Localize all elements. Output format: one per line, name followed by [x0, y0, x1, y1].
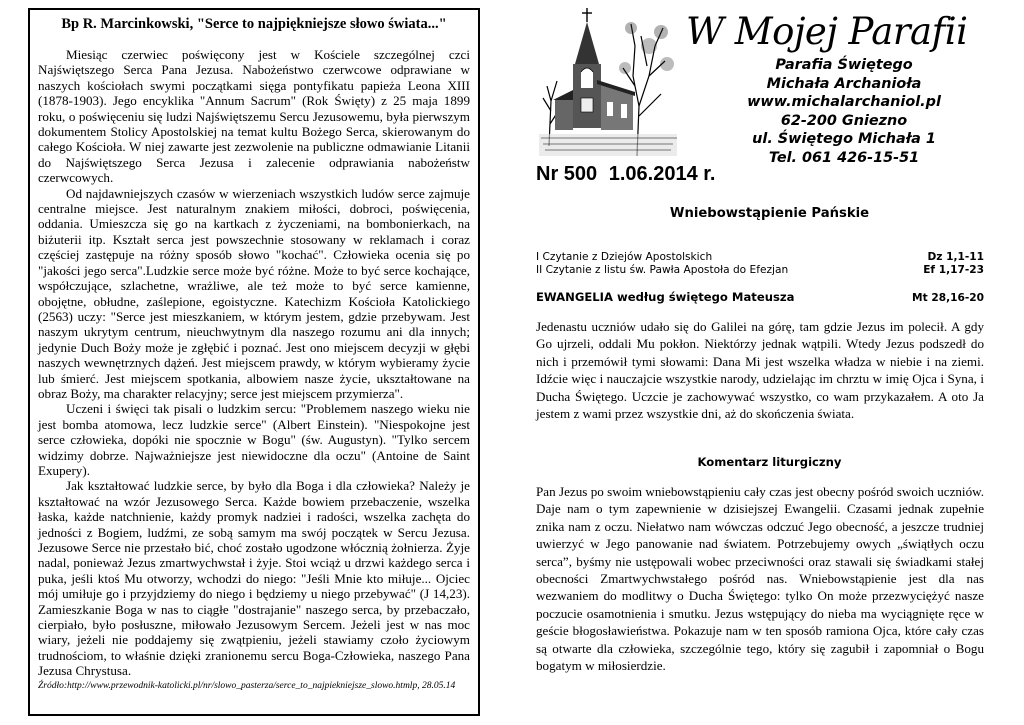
article-paragraph: Od najdawniejszych czasów w wierzeniach wszystkich ludów serce zajmuje centralne miejsce. Jest naturalnym znakiem miłości, dobroci, poświęcenia, oddania. Umieszcza się go na kartkach z życzeniami, na bombonierkach, na biżuterii itp. Kształt serca jest powszechnie stosowany w reklamach i coraz częściej zastępuje na różny sposób słowo "kochać". Człowieka ocenia się po "jakości jego serca".Ludzkie serce może być różne. Może to być serce kochające, współczujące, szlachetne, wrażliwe, ale też może to być serce kamienne, obojętne, obłudne, zaślepione, egoistyczne. Katechizm Kościoła Katolickiego (2563) uczy: "Serce jest mieszkaniem, w którym jestem, gdzie przebywam. Jest naszym ukrytym centrum, nieuchwytnym dla naszego rozumu ani dla innych; jedynie Duch Boży może je zgłębić i poznać. Jest ono miejscem decyzji w głębi naszych wewnętrznych dążeń. Jest miejscem prawdy, w którym wybieramy życie lub śmierć. Jest miejscem spotkania, albowiem nasze życie, ukształtowane na obraz Boży, ma charakter relacyjny; serce jest miejscem przymierza".: [38, 185, 470, 401]
issue-line: [536, 163, 716, 186]
article-paragraph: Uczeni i święci tak pisali o ludzkim sercu: "Problemem naszego wieku nie jest bomba atomowa, lecz ludzkie serce" (Albert Einstein). "Niespokojne jest serce człowieka, dopóki nie spocznie w Bogu" (św. Augustyn). "Tylko sercem widzimy dobrze. Najważniejsze jest niewidoczne dla oczu" (Antoine de Saint Exupery).: [38, 401, 470, 478]
article-paragraph: Jak kształtować ludzkie serce, by było dla Boga i dla człowieka? Należy je kształtować na wzór Jezusowego Serca. Każde bowiem przebaczenie, wszelka łaska, każde natchnienie, każdy promyk nadziei i radości, wszelka zachęta do jedności z Bogiem, ludźmi, ze sobą samym ma swój początek w Sercu Jezusa. Jezusowe Serce nie przestało bić, choć zostało ugodzone włócznią żołnierza. Żyje nadal, ponieważ Jezus zmartwychwstał i żyje. Stoi wciąż u drzwi każdego serca i puka, jeśli ktoś Mu otworzy, wchodzi do niego: "Jeśli Mnie kto miłuje... Ojciec mój umiłuje go i przyjdziemy do niego i będziemy u niego przebywać" (J 14,23). Zamieszkanie Boga w nas to ciągłe "dostrajanie" naszego serca, by przebaczało, cierpiało, było posłuszne, miłowało Jezusowym Sercem. Jeżeli jest w nas moc wiary, jeżeli nie poddajemy się zwątpieniu, jeżeli stawiamy czoło życiowym trudnościom, to właśnie dzięki zranionemu sercu Boga-Człowieka, naszego Pana Jezusa Chrystusa.: [38, 478, 470, 679]
parish-city: 62-200 Gniezno: [780, 112, 908, 129]
reading-label: II Czytanie z listu św. Pawła Apostoła do Efezjan: [536, 264, 789, 276]
parish-street: ul. Świętego Michała 1: [752, 131, 936, 148]
church-illustration: [537, 6, 681, 158]
reading-row: [536, 264, 984, 276]
article-title: Bp R. Marcinkowski, "Serce to najpiękniejsze słowo świata...": [61, 16, 447, 32]
article-paragraph: Miesiąc czerwiec poświęcony jest w Kościele szczególnej czci Najświętszego Serca Pana Jezusa. Nabożeństwo czerwcowe odprawiane w naszych kościołach swymi początkami sięga pontyfikatu papieża Leona XIII (1878-1903). Jego encyklika "Annum Sacrum" (Rok Święty) z 25 maja 1899 roku, o poświęceniu się ludzi Najświętszemu Sercu Jezusowemu, była pierwszym dokumentem Stolicy Apostolskiej na temat kultu Bożego Serca, skierowanym do całego Kościoła. W niej zawarte jest zezwolenie na publiczne odmawianie Litanii do Najświętszego Serca Jezusa i zalecenie odprawiania nabożeństw czerwcowych.: [38, 47, 470, 186]
reading-reference: Ef 1,17-23: [923, 264, 984, 276]
issue-number: Nr 500: [536, 163, 598, 185]
reading-reference: Dz 1,1-11: [927, 251, 984, 263]
parish-phone: Tel. 061 426-15-51: [768, 149, 920, 166]
parish-info: [696, 56, 992, 168]
gospel-title: EWANGELIA według świętego Mateusza: [536, 290, 795, 304]
article-source: Źródło:http://www.przewodnik-katolicki.pl/nr/slowo_pasterza/serce_to_najpiekniejsze_slowo.htmlp, 28.05.14: [38, 680, 456, 691]
parish-website[interactable]: www.michalarchaniol.pl: [747, 94, 941, 111]
issue-date: 1.06.2014 r.: [608, 163, 716, 185]
feast-title: Wniebowstąpienie Pańskie: [669, 206, 870, 221]
reading-row: [536, 251, 984, 263]
parish-name-line: Michała Archanioła: [766, 75, 922, 92]
reading-label: I Czytanie z Dziejów Apostolskich: [536, 251, 713, 263]
gospel-heading: [536, 290, 984, 304]
gospel-text: Jedenastu uczniów udało się do Galilei na górę, tam gdzie Jezus im polecił. A gdy Go ujrzeli, oddali Mu pokłon. Niektórzy jednak wątpili. Wtedy Jezus podszedł do nich i przemówił tymi słowami: Dana Mi jest wszelka władza w niebie i na ziemi. Idźcie więc i nauczajcie wszystkie narody, udzielając im chrztu w imię Ojca i Syna, i Ducha Świętego. Uczcie je zachowywać wszystko, co wam przykazałem. A oto Ja jestem z wami przez wszystkie dni, aż do skończenia świata.: [536, 319, 984, 422]
commentary-title: Komentarz liturgiczny: [697, 455, 842, 469]
parish-name-line: Parafia Świętego: [775, 57, 913, 73]
article-body: [38, 47, 470, 679]
gospel-reference: Mt 28,16-20: [912, 292, 984, 304]
newsletter-title: W Mojej Parafii: [686, 10, 968, 53]
commentary-text: Pan Jezus po swoim wniebowstąpieniu cały czas jest obecny pośród swoich uczniów. Daje nam o tym zapewnienie w dzisiejszej Ewangelii. Czasami jednak zupełnie znika nam z oczu. Niełatwo nam wówczas odczuć Jego obecność, a jeszcze trudniej uwierzyć w Jego panowanie nad światem. Potrzebujemy owych „świątłych oczu serca”, byśmy nie ustępowali wobec przeciwności oraz stawali się świadkami stałej obecności Zmartwychwstałego pośród nas. Wniebowstąpienie jest dla nas wezwaniem do modlitwy o Ducha Świętego: tylko On może przezwyciężyć nasze poczucie osamotnienia i smutku. Jezus wstępujący do nieba ma wyciągnięte ręce w geście błogosławieństwa. Pokazuje nam w ten sposób ramiona Ojca, które cały czas są otwarte dla człowieka, szczególnie tego, który się zagubił i zapomniał o Bogu bogatym w miłosierdzie.: [536, 484, 984, 674]
article-box: [28, 8, 480, 716]
